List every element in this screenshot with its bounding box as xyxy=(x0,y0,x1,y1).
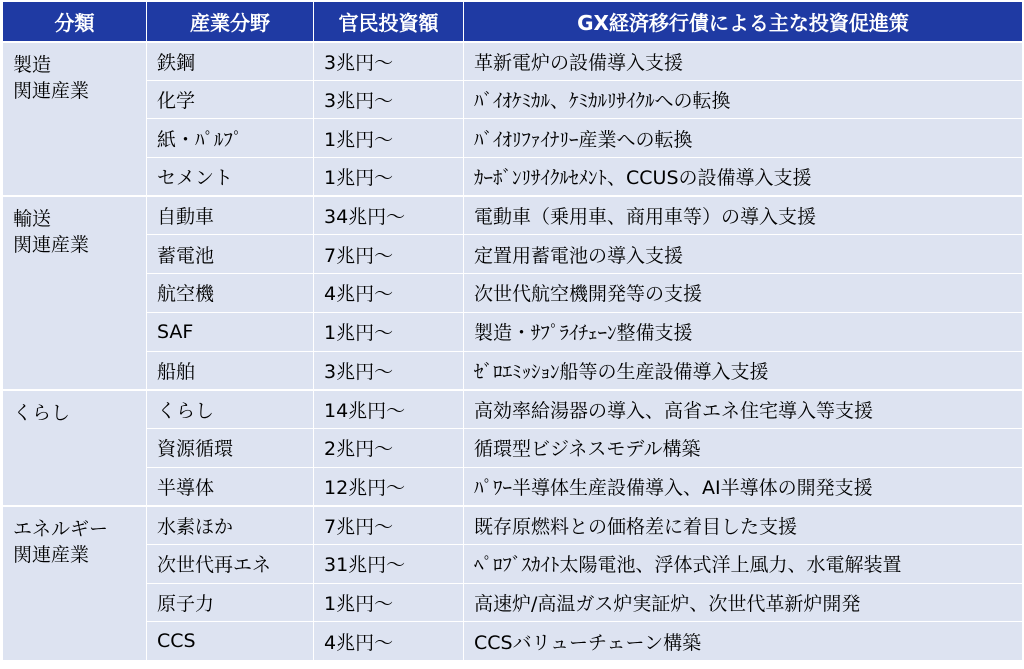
policy-cell: CCSバリューチェーン構築 xyxy=(464,622,1023,661)
category-cell xyxy=(3,196,147,389)
investment-cell: 14兆円～ xyxy=(314,390,464,429)
header-category: 分類 xyxy=(3,2,147,42)
table-row xyxy=(3,544,1023,583)
sector-cell: 化学 xyxy=(147,80,314,119)
header-sector: 産業分野 xyxy=(147,2,314,42)
table-row xyxy=(3,351,1023,390)
category-cell xyxy=(3,42,147,197)
category-label-line: くらし xyxy=(13,401,71,424)
header-investment: 官民投資額 xyxy=(314,2,464,42)
category-label-line: 関連産業 xyxy=(13,543,90,566)
investment-cell: 31兆円～ xyxy=(314,544,464,583)
policy-cell: 次世代航空機開発等の支援 xyxy=(464,274,1023,313)
sector-cell: 鉄鋼 xyxy=(147,42,314,81)
sector-cell: 水素ほか xyxy=(147,506,314,545)
header-policy: GX経済移行債による主な投資促進策 xyxy=(464,2,1023,42)
sector-cell: 自動車 xyxy=(147,196,314,235)
investment-cell: 4兆円～ xyxy=(314,622,464,661)
table-row xyxy=(3,390,1023,429)
policy-cell: ｾﾞﾛｴﾐｯｼｮﾝ船等の生産設備導入支援 xyxy=(464,351,1023,390)
table-row xyxy=(3,274,1023,313)
table-row xyxy=(3,467,1023,506)
sector-cell: 次世代再エネ xyxy=(147,544,314,583)
table-row xyxy=(3,119,1023,158)
policy-cell: ﾊﾟﾜｰ半導体生産設備導入、AI半導体の開発支援 xyxy=(464,467,1023,506)
investment-cell: 3兆円～ xyxy=(314,42,464,81)
investment-cell: 7兆円～ xyxy=(314,235,464,274)
table-row xyxy=(3,42,1023,81)
sector-cell: CCS xyxy=(147,622,314,661)
policy-cell: ｶｰﾎﾞﾝﾘｻｲｸﾙｾﾒﾝﾄ、CCUSの設備導入支援 xyxy=(464,158,1023,197)
policy-cell: 定置用蓄電池の導入支援 xyxy=(464,235,1023,274)
sector-cell: くらし xyxy=(147,390,314,429)
investment-cell: 1兆円～ xyxy=(314,312,464,351)
policy-cell: 革新電炉の設備導入支援 xyxy=(464,42,1023,81)
investment-cell: 2兆円～ xyxy=(314,428,464,467)
category-cell xyxy=(3,506,147,661)
investment-cell: 34兆円～ xyxy=(314,196,464,235)
policy-cell: 高効率給湯器の導入、高省エネ住宅導入等支援 xyxy=(464,390,1023,429)
investment-cell: 3兆円～ xyxy=(314,80,464,119)
policy-cell: 高速炉/高温ガス炉実証炉、次世代革新炉開発 xyxy=(464,583,1023,622)
table-row xyxy=(3,235,1023,274)
investment-cell: 4兆円～ xyxy=(314,274,464,313)
sector-cell: 航空機 xyxy=(147,274,314,313)
policy-cell: 製造・ｻﾌﾟﾗｲﾁｪｰﾝ整備支援 xyxy=(464,312,1023,351)
policy-cell: ﾍﾟﾛﾌﾞｽｶｲﾄ太陽電池、浮体式洋上風力、水電解装置 xyxy=(464,544,1023,583)
table-row xyxy=(3,622,1023,661)
policy-cell: 既存原燃料との価格差に着目した支援 xyxy=(464,506,1023,545)
table-row xyxy=(3,80,1023,119)
table-row xyxy=(3,583,1023,622)
table-row xyxy=(3,428,1023,467)
gx-investment-table xyxy=(2,1,1023,661)
table-row xyxy=(3,158,1023,197)
policy-cell: 電動車（乗用車、商用車等）の導入支援 xyxy=(464,196,1023,235)
sector-cell: 原子力 xyxy=(147,583,314,622)
table-row xyxy=(3,312,1023,351)
investment-cell: 1兆円～ xyxy=(314,583,464,622)
category-label-line: 関連産業 xyxy=(13,79,90,102)
policy-cell: ﾊﾞｲｵﾘﾌｧｲﾅﾘｰ産業への転換 xyxy=(464,119,1023,158)
investment-cell: 1兆円～ xyxy=(314,119,464,158)
investment-cell: 1兆円～ xyxy=(314,158,464,197)
category-label-line: 輸送 xyxy=(13,208,52,231)
table-row xyxy=(3,506,1023,545)
sector-cell: 蓄電池 xyxy=(147,235,314,274)
category-label-line: 関連産業 xyxy=(13,234,90,257)
table-body xyxy=(3,42,1023,661)
investment-cell: 3兆円～ xyxy=(314,351,464,390)
table-row xyxy=(3,196,1023,235)
category-cell xyxy=(3,390,147,506)
sector-cell: 半導体 xyxy=(147,467,314,506)
header-row xyxy=(3,2,1023,42)
category-label-line: 製造 xyxy=(13,53,52,76)
policy-cell: ﾊﾞｲｵｹﾐｶﾙ、ｹﾐｶﾙﾘｻｲｸﾙへの転換 xyxy=(464,80,1023,119)
sector-cell: セメント xyxy=(147,158,314,197)
sector-cell: 資源循環 xyxy=(147,428,314,467)
sector-cell: 船舶 xyxy=(147,351,314,390)
investment-cell: 7兆円～ xyxy=(314,506,464,545)
investment-cell: 12兆円～ xyxy=(314,467,464,506)
category-label-line: エネルギー xyxy=(13,517,109,540)
sector-cell: 紙・ﾊﾟﾙﾌﾟ xyxy=(147,119,314,158)
sector-cell: SAF xyxy=(147,312,314,351)
policy-cell: 循環型ビジネスモデル構築 xyxy=(464,428,1023,467)
